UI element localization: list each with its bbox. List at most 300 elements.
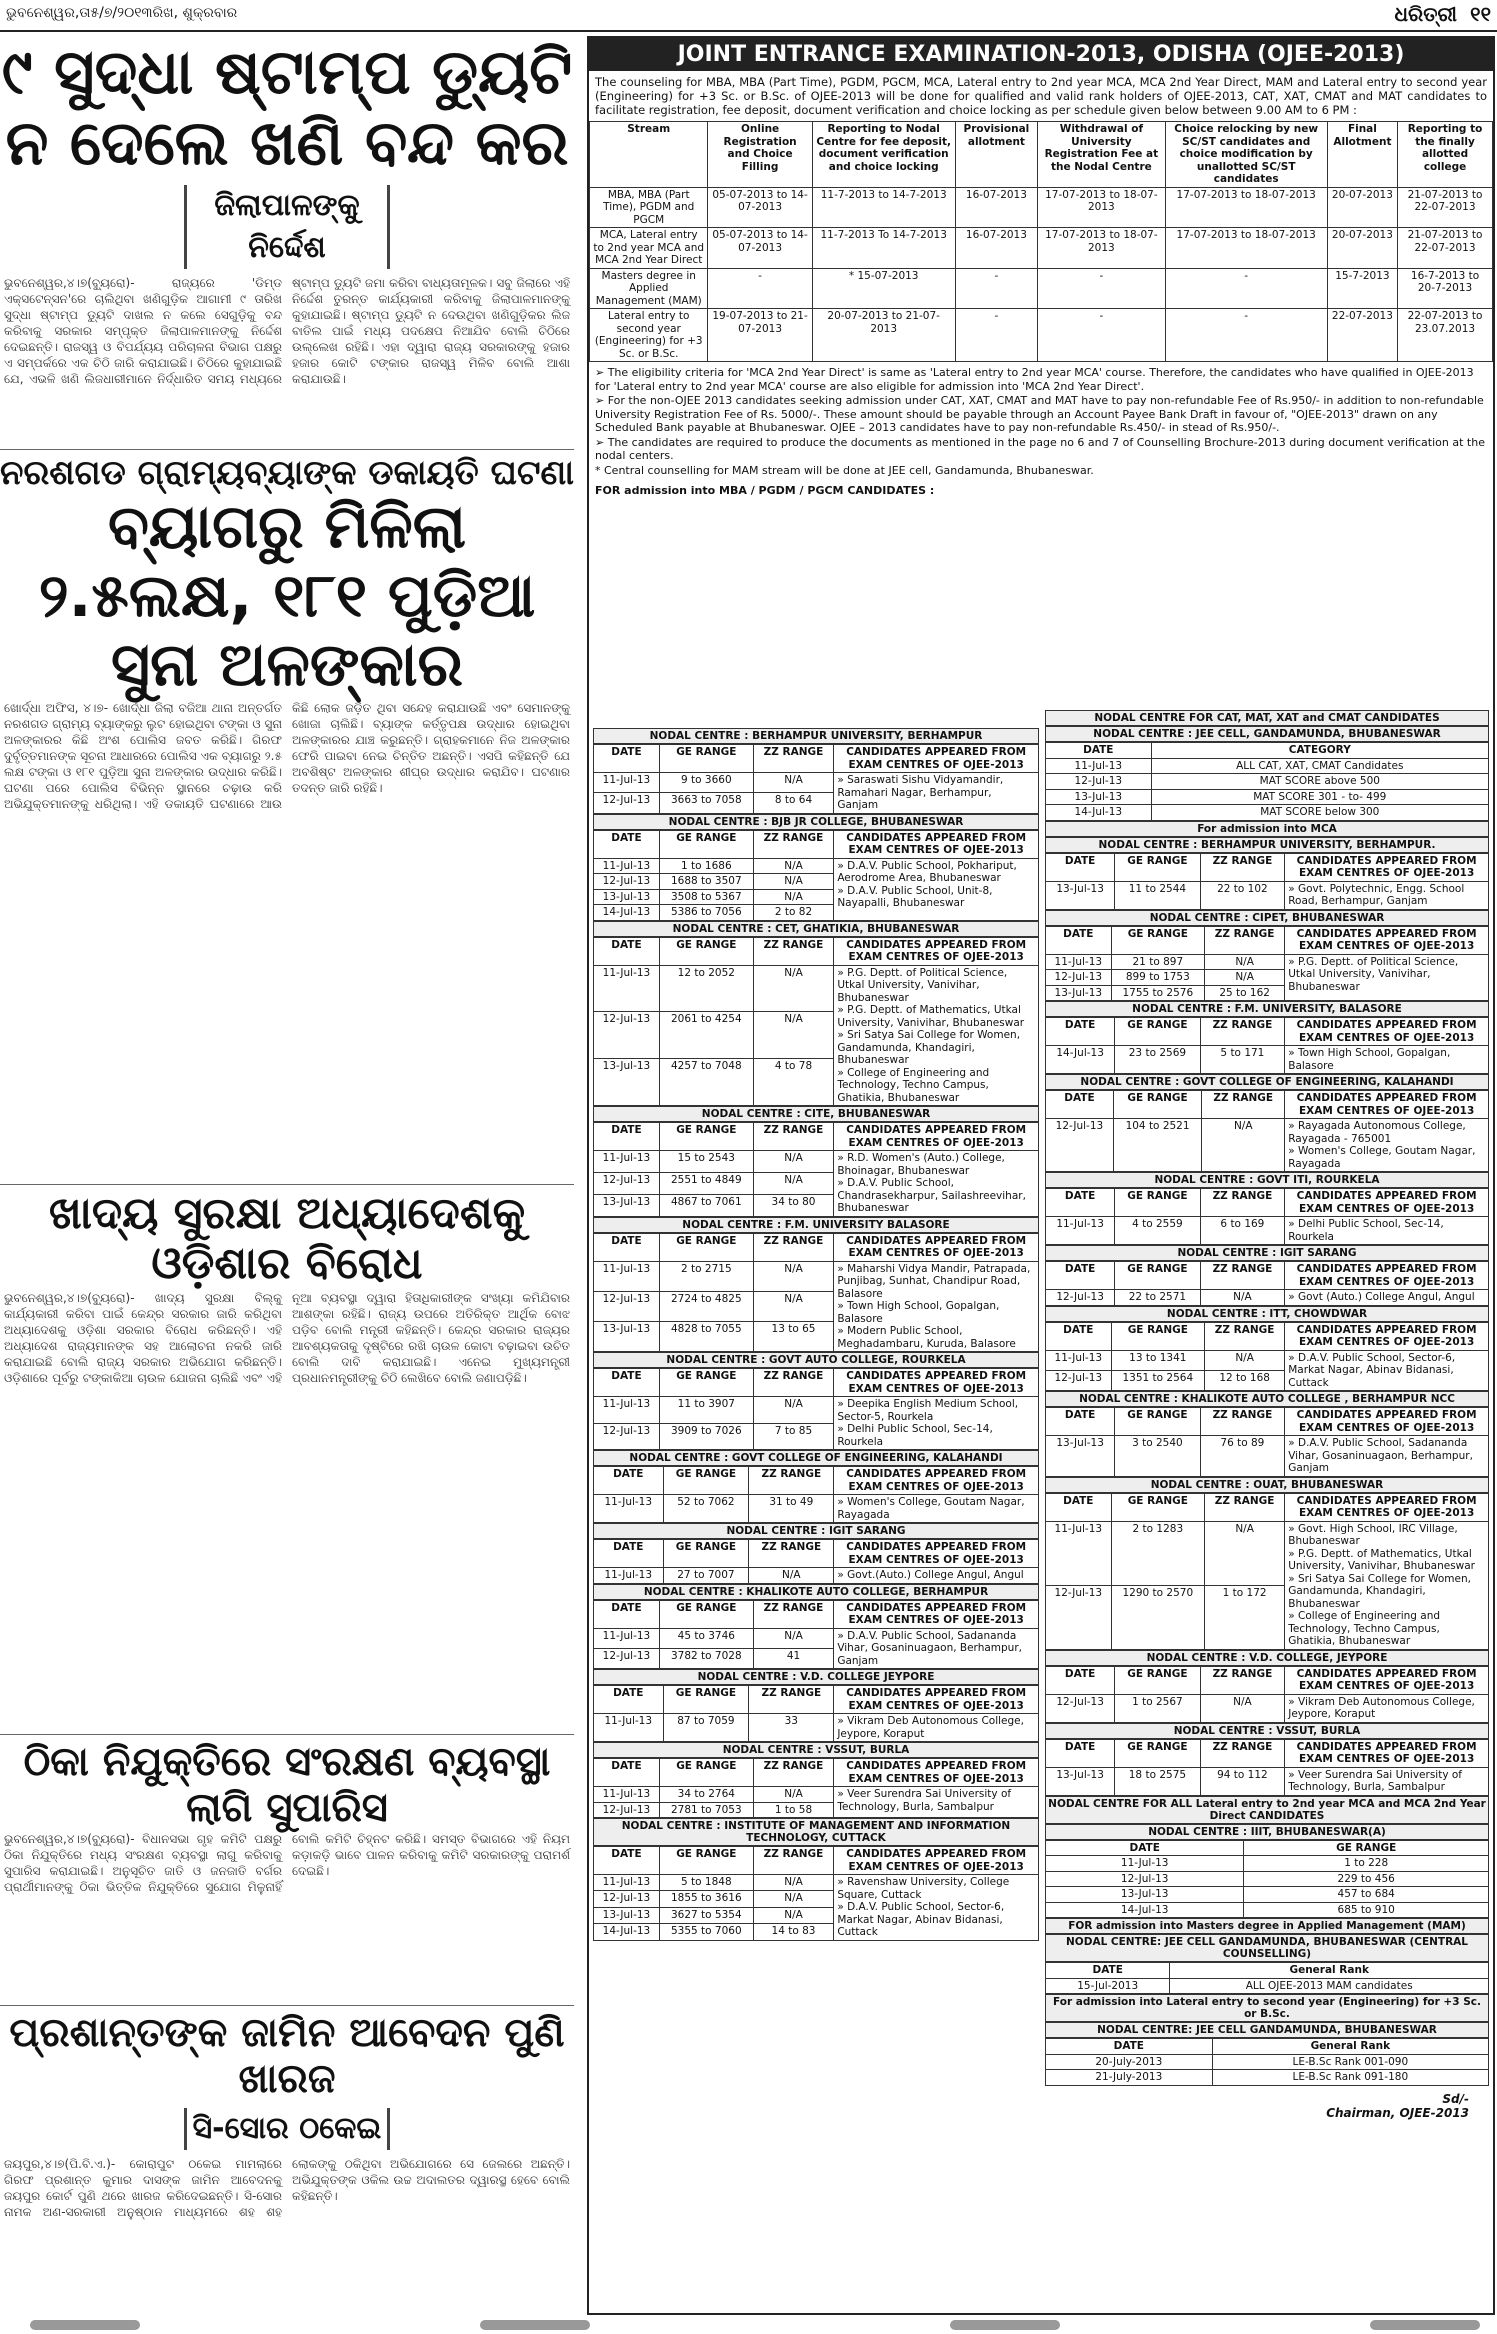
nodal-col-header: GE RANGE [659, 1600, 753, 1628]
nodal-cell: 4 to 2559 [1115, 1217, 1200, 1245]
candidate-exam-centre: » Women's College, Goutam Nagar, Rayagada [1288, 1145, 1476, 1170]
note-item: ➢ The eligibility criteria for 'MCA 2nd Year Direct' is same as 'Lateral entry to 2nd year MCA' course. Therefore, the candidates who have qualified in OJEE-2013 for 'Lateral entry to 2nd year MCA' course are also eligible for admission into 'MCA 2nd Year Direct'. [595, 366, 1474, 393]
schedule-cell: 20-07-2013 [1327, 228, 1397, 269]
nodal-col-header: GE RANGE [1115, 1739, 1200, 1767]
mca-nodal-centres [1045, 710, 1489, 2308]
candidates-cell [834, 1628, 1039, 1669]
nodal-centre-header-row [594, 937, 1039, 965]
nodal-cell: N/A [1205, 1521, 1285, 1585]
candidate-exam-centre: » Sri Satya Sai College for Women, Gandamunda, Khandagiri, Bhubaneswar [837, 1029, 1021, 1066]
nodal-col-header: DATE [594, 1600, 660, 1628]
nodal-centre-block [593, 1584, 1039, 1670]
divider [0, 1184, 574, 1185]
nodal-cell: 14-Jul-13 [1046, 1046, 1115, 1074]
newspaper-name: ଧରିତ୍ରୀ [1394, 2, 1457, 26]
nodal-centre-name: NODAL CENTRE : IGIT SARANG [593, 1523, 1039, 1539]
nodal-cell: 13-Jul-13 [1046, 985, 1112, 1001]
nodal-cell: N/A [753, 965, 834, 1012]
mam-block-centre: NODAL CENTRE: JEE CELL GANDAMUNDA, BHUBANESWAR (CENTRAL COUNSELLING) [1045, 1934, 1489, 1962]
nodal-cell: N/A [753, 1012, 834, 1059]
candidate-exam-centre: » Delhi Public School, Sec-14, Rourkela [837, 1423, 993, 1448]
nodal-centre-name: NODAL CENTRE : BERHAMPUR UNIVERSITY, BERHAMPUR. [1045, 837, 1489, 853]
nodal-centre-table [593, 1368, 1039, 1450]
nodal-col-header: CANDIDATES APPEARED FROM EXAM CENTRES OF OJEE-2013 [834, 1847, 1039, 1875]
candidate-exam-centre: » Vikram Deb Autonomous College, Jeypore, Koraput [1288, 1695, 1475, 1720]
schedule-row [590, 268, 1493, 309]
nodal-col-header: DATE [1046, 1408, 1115, 1436]
nodal-centre-name: NODAL CENTRE : V.D. COLLEGE, JEYPORE [1045, 1650, 1489, 1666]
nodal-col-header: ZZ RANGE [1205, 1493, 1285, 1521]
mam-block-table [1045, 1962, 1489, 1994]
cat-block-cell: MAT SCORE 301 - to- 499 [1151, 789, 1488, 805]
nodal-centre-row [594, 1628, 1039, 1648]
nodal-centre-header-row [1046, 1666, 1489, 1694]
nodal-cell: 2551 to 4849 [659, 1172, 753, 1194]
nodal-cell: 13-Jul-13 [594, 1907, 660, 1923]
nodal-centre-header-row [1046, 1189, 1489, 1217]
schedule-cell: 16-7-2013 to 20-7-2013 [1398, 268, 1493, 309]
lateral-eng-block-table [1045, 2038, 1489, 2086]
nodal-cell: 104 to 2521 [1113, 1119, 1201, 1172]
candidate-exam-centre: » D.A.V. Public School, Sector-6, Markat Nagar, Abinav Bidanasi, Cuttack [1288, 1351, 1456, 1389]
nodal-col-header: DATE [594, 937, 660, 965]
nodal-col-header: DATE [594, 745, 660, 773]
nodal-centre-table [593, 937, 1039, 1107]
cat-block-centre: NODAL CENTRE : JEE CELL, GANDAMUNDA, BHUBANESWAR [1045, 726, 1489, 742]
story2-kicker: ନରଶଗଡ ଗ୍ରାମ୍ୟବ୍ୟାଙ୍କ ଡକାୟତି ଘଟଣା [0, 452, 574, 493]
candidate-exam-centre: » P.G. Deptt. of Political Science, Utkal University, Vanivihar, Bhubaneswar [1288, 955, 1459, 993]
nodal-centre-header-row [1046, 1739, 1489, 1767]
nodal-col-header: CANDIDATES APPEARED FROM EXAM CENTRES OF OJEE-2013 [1285, 853, 1489, 881]
nodal-cell: N/A [753, 1172, 834, 1194]
nodal-cell: 7 to 85 [753, 1423, 834, 1450]
nodal-col-header: DATE [594, 1686, 664, 1714]
nodal-cell: N/A [1205, 954, 1285, 970]
nodal-col-header: DATE [594, 1123, 660, 1151]
candidates-cell [834, 1875, 1039, 1941]
nodal-col-header: ZZ RANGE [753, 937, 834, 965]
nodal-col-header: GE RANGE [659, 1123, 753, 1151]
nodal-centre-row [1046, 1694, 1489, 1722]
schedule-cell: Masters degree in Applied Management (MAM) [590, 268, 708, 309]
nodal-col-header: DATE [1046, 1322, 1112, 1350]
nodal-centre-block [1045, 1074, 1489, 1172]
nodal-cell: N/A [753, 1787, 834, 1803]
nodal-col-header: GE RANGE [1111, 926, 1204, 954]
candidates-cell [834, 1787, 1039, 1818]
lateral-mca-block-cell: 11-Jul-13 [1046, 1856, 1244, 1872]
nodal-cell: 12 to 2052 [659, 965, 753, 1012]
schedule-cell: 17-07-2013 to 18-07-2013 [1165, 187, 1327, 228]
nodal-cell: 12-Jul-13 [1046, 1694, 1115, 1722]
nodal-col-header: DATE [1046, 1666, 1115, 1694]
nodal-col-header: CANDIDATES APPEARED FROM EXAM CENTRES OF OJEE-2013 [834, 1686, 1039, 1714]
schedule-cell: 22-07-2013 to 23.07.2013 [1398, 309, 1493, 362]
schedule-cell: - [708, 268, 812, 309]
nodal-cell: 12-Jul-13 [1046, 1370, 1112, 1390]
candidates-cell [1285, 1046, 1489, 1074]
lateral-mca-block-row [1046, 1887, 1489, 1903]
nodal-col-header: CANDIDATES APPEARED FROM EXAM CENTRES OF OJEE-2013 [834, 1600, 1039, 1628]
nodal-cell: 11-Jul-13 [594, 1397, 660, 1424]
candidate-exam-centre: » Govt.(Auto.) College Angul, Angul [837, 1569, 1024, 1581]
nodal-col-header: ZZ RANGE [753, 830, 834, 858]
lateral-eng-block-cell: 20-July-2013 [1046, 2054, 1213, 2070]
nodal-centre-table [1045, 926, 1489, 1002]
nodal-centre-block [593, 1523, 1039, 1584]
nodal-cell: 31 to 49 [749, 1495, 834, 1523]
nodal-cell: 11-Jul-13 [1046, 1521, 1112, 1585]
nodal-col-header: ZZ RANGE [749, 1686, 834, 1714]
nodal-centre-name: NODAL CENTRE : CITE, BHUBANESWAR [593, 1106, 1039, 1122]
nodal-col-header: ZZ RANGE [1205, 926, 1285, 954]
nodal-cell: N/A [753, 1261, 834, 1291]
candidate-exam-centre: » P.G. Deptt. of Mathematics, Utkal University, Vanivihar, Bhubaneswar [837, 1004, 1025, 1029]
nodal-cell: 11-Jul-13 [594, 1875, 660, 1891]
nodal-cell: 4867 to 7061 [659, 1194, 753, 1216]
nodal-col-header: GE RANGE [663, 1686, 749, 1714]
cat-block-row [1046, 774, 1489, 790]
nodal-centre-block [1045, 910, 1489, 1002]
nodal-centre-name: NODAL CENTRE : OUAT, BHUBANESWAR [1045, 1477, 1489, 1493]
schedule-cell: - [1165, 309, 1327, 362]
nodal-cell: 8 to 64 [753, 793, 834, 813]
nodal-col-header: ZZ RANGE [1202, 1091, 1285, 1119]
nodal-col-header: GE RANGE [659, 1847, 753, 1875]
nodal-cell: 13-Jul-13 [1046, 881, 1115, 909]
nodal-centre-table [593, 1846, 1039, 1941]
nodal-centre-row [1046, 1767, 1489, 1795]
mam-block-cell: 15-Jul-2013 [1046, 1978, 1170, 1994]
candidates-cell [1285, 1767, 1489, 1795]
candidates-cell [834, 1714, 1039, 1742]
nodal-cell: 12-Jul-13 [594, 1802, 660, 1818]
nodal-centre-row [594, 1568, 1039, 1584]
nodal-col-header: ZZ RANGE [753, 745, 834, 773]
candidates-cell [1285, 1119, 1489, 1172]
nodal-col-header: DATE [594, 830, 660, 858]
nodal-cell: 1 to 1686 [659, 858, 753, 874]
nodal-centre-block [1045, 1245, 1489, 1306]
nodal-centre-table [1045, 1407, 1489, 1477]
story5-pull-quote: ସି-ସୋର ଠକେଇ [184, 2108, 390, 2150]
nodal-centre-block [1045, 837, 1489, 910]
nodal-centre-row [1046, 1217, 1489, 1245]
nodal-cell: 23 to 2569 [1115, 1046, 1200, 1074]
candidate-exam-centre: » Govt (Auto.) College Angul, Angul [1288, 1291, 1475, 1303]
candidate-exam-centre: » D.A.V. Public School, Unit-8, Nayapalli, Bhubaneswar [837, 884, 993, 909]
story1-headline: ୯ ସୁଦ୍ଧା ଷ୍ଟାମ୍ପ ଡ୍ୟୁଟି ନ ଦେଲେ ଖଣି ବନ୍ଦ କର [1, 36, 573, 180]
nodal-centre-block [1045, 1172, 1489, 1245]
nodal-col-header: DATE [594, 1467, 664, 1495]
schedule-cell: 22-07-2013 [1327, 309, 1397, 362]
nodal-centre-block [593, 1106, 1039, 1217]
cat-block-header-row [1046, 743, 1489, 759]
nodal-col-header: CANDIDATES APPEARED FROM EXAM CENTRES OF OJEE-2013 [1285, 926, 1489, 954]
nodal-centre-block [593, 1742, 1039, 1818]
nodal-centre-table [593, 1539, 1039, 1584]
mca-heading: For admission into MCA [1045, 821, 1489, 837]
nodal-centre-block [593, 1217, 1039, 1353]
lateral-mca-block [1045, 1796, 1489, 1919]
story4-headline: ଠିକା ନିଯୁକ୍ତିରେ ସଂରକ୍ଷଣ ବ୍ୟବସ୍ଥା ଲାଗି ସୁପାରିସ [23, 1738, 551, 1831]
candidate-exam-centre: » P.G. Deptt. of Political Science, Utkal University, Vanivihar, Bhubaneswar [837, 966, 1008, 1004]
nodal-col-header: ZZ RANGE [1200, 1189, 1285, 1217]
nodal-centre-table [1045, 1666, 1489, 1723]
nodal-cell: 33 [749, 1714, 834, 1742]
lateral-mca-block-header-row [1046, 1840, 1489, 1856]
lateral-mca-block-header: GE RANGE [1244, 1840, 1489, 1856]
nodal-col-header: ZZ RANGE [753, 1233, 834, 1261]
nodal-col-header: CANDIDATES APPEARED FROM EXAM CENTRES OF OJEE-2013 [834, 1540, 1039, 1568]
nodal-col-header: GE RANGE [1115, 1262, 1200, 1290]
mam-block-header: DATE [1046, 1963, 1170, 1979]
footer-mark [1370, 2320, 1480, 2330]
nodal-centre-row [594, 1495, 1039, 1523]
story5-body: ଜୟପୁର,୪।୭(ପି.ବି.ଏ.)- କୋରାପୁଟ ଠକେଇ ମାମଲାରେ ଗିରଫ ପ୍ରଶାନ୍ତ କୁମାର ଦାସଙ୍କ ଜାମିନ ଆବେଦନକୁ ଜୟପୁର କୋର୍ଟ ପୁଣି ଥରେ ଖାରଜ କରିଦେଇଛନ୍ତି। ସି-ସୋର ନାମକ ଅଣ-ସରକାରୀ ଅନୁଷ୍ଠାନ ମାଧ୍ୟମରେ ଶହ ଶହ ଲୋକଙ୍କୁ ଠକିଥିବା ଅଭିଯୋଗରେ ସେ ଜେଲରେ ଅଛନ୍ତି। ଅଭିଯୁକ୍ତଙ୍କ ଓକିଲ ଉଚ୍ଚ ଅଦାଲତର ଦ୍ୱାରସ୍ଥ ହେବେ ବୋଲି କହିଛନ୍ତି। [4, 2156, 570, 2219]
cat-block-table [1045, 742, 1489, 821]
page-footer [0, 2318, 1497, 2334]
schedule-cell: MBA, MBA (Part Time), PGDM and PGCM [590, 187, 708, 228]
candidate-exam-centre: » Rayagada Autonomous College, Rayagada - 765001 [1288, 1120, 1466, 1145]
nodal-col-header: CANDIDATES APPEARED FROM EXAM CENTRES OF OJEE-2013 [1285, 1091, 1489, 1119]
nodal-col-header: ZZ RANGE [753, 1847, 834, 1875]
nodal-centre-table [593, 1233, 1039, 1353]
nodal-centre-header-row [594, 1233, 1039, 1261]
nodal-cell: 25 to 162 [1205, 985, 1285, 1001]
nodal-cell: 11 to 3907 [659, 1397, 753, 1424]
schedule-header: Withdrawal of University Registration Fee at the Nodal Centre [1038, 122, 1165, 188]
lateral-mca-block-row [1046, 1856, 1489, 1872]
nodal-cell: 12-Jul-13 [1046, 1119, 1114, 1172]
nodal-centre-name: NODAL CENTRE : CIPET, BHUBANESWAR [1045, 910, 1489, 926]
story3-headline: ଖାଦ୍ୟ ସୁରକ୍ଷା ଅଧ୍ୟାଦେଶକୁ ଓଡ଼ିଶାର ବିରୋଧ [48, 1187, 526, 1290]
nodal-col-header: CANDIDATES APPEARED FROM EXAM CENTRES OF OJEE-2013 [834, 1467, 1039, 1495]
nodal-centre-table [1045, 1261, 1489, 1306]
nodal-centre-name: NODAL CENTRE : BERHAMPUR UNIVERSITY, BERHAMPUR [593, 728, 1039, 744]
lateral-eng-block [1045, 1994, 1489, 2086]
schedule-header: Provisional allotment [955, 122, 1037, 188]
nodal-cell: 13-Jul-13 [1046, 1767, 1115, 1795]
schedule-cell: - [1038, 309, 1165, 362]
nodal-centre-name: NODAL CENTRE : F.M. UNIVERSITY BALASORE [593, 1217, 1039, 1233]
footer-mark [30, 2320, 140, 2330]
lateral-mca-block-centre: NODAL CENTRE : IIIT, BHUBANESWAR(A) [1045, 1824, 1489, 1840]
nodal-cell: 5355 to 7060 [659, 1924, 753, 1940]
nodal-col-header: DATE [1046, 1739, 1115, 1767]
left-news-column [0, 36, 574, 2316]
nodal-centre-header-row [1046, 1262, 1489, 1290]
nodal-centre-row [1046, 1046, 1489, 1074]
candidate-exam-centre: » D.A.V. Public School, Sadananda Vihar, Gosaninuagaon, Berhampur, Ganjam [1288, 1437, 1473, 1474]
nodal-cell: N/A [753, 1628, 834, 1648]
nodal-centre-header-row [594, 1123, 1039, 1151]
candidate-exam-centre: » Saraswati Sishu Vidyamandir, Ramahari Nagar, Berhampur, Ganjam [837, 774, 1004, 811]
candidate-exam-centre: » P.G. Deptt. of Mathematics, Utkal University, Vanivihar, Bhubaneswar [1288, 1547, 1475, 1572]
candidate-exam-centre: » College of Engineering and Technology, Techno Campus, Ghatikia, Bhubaneswar [1288, 1610, 1441, 1647]
schedule-cell: - [955, 268, 1037, 309]
candidate-exam-centre: » Town High School, Gopalgan, Balasore [837, 1300, 1000, 1325]
nodal-centre-table [1045, 1322, 1489, 1392]
nodal-centre-row [1046, 954, 1489, 970]
nodal-cell: 11-Jul-13 [594, 1495, 664, 1523]
lateral-mca-block-cell: 1 to 228 [1244, 1856, 1489, 1872]
mam-block-row [1046, 1978, 1489, 1994]
nodal-col-header: CANDIDATES APPEARED FROM EXAM CENTRES OF OJEE-2013 [1285, 1018, 1489, 1046]
schedule-row [590, 309, 1493, 362]
nodal-centre-header-row [1046, 926, 1489, 954]
lateral-mca-block-cell: 685 to 910 [1244, 1902, 1489, 1918]
candidate-exam-centre: » D.A.V. Public School, Sadananda Vihar, Gosaninuagaon, Berhampur, Ganjam [837, 1629, 1022, 1667]
story3-body: ଭୁବନେଶ୍ୱର,୪।୭(ବ୍ୟୁରୋ)- ଖାଦ୍ୟ ସୁରକ୍ଷା ବିଲ୍କୁ କାର୍ଯ୍ୟକାରୀ କରିବା ପାଇଁ କେନ୍ଦ୍ର ସରକାର ଜାରି କରିଥିବା ଅଧ୍ୟାଦେଶକୁ ଓଡ଼ିଶା ସରକାର ବିରୋଧ କରିଛନ୍ତି। ଏହି ଅଧ୍ୟାଦେଶ ରାଜ୍ୟମାନଙ୍କ ସହ ଆଲୋଚନା ନକରି ଜାରି କରାଯାଇଛି ବୋଲି ରାଜ୍ୟ ସରକାର ଅଭିଯୋଗ କରିଛନ୍ତି। ଓଡ଼ିଶାରେ ପୂର୍ବରୁ ଟଙ୍କାକିଆ ଚାଉଳ ଯୋଜନା ଚାଲିଛି ଏବଂ ଏହି ନୂଆ ବ୍ୟବସ୍ଥା ଦ୍ୱାରା ହିତାଧିକାରୀଙ୍କ ସଂଖ୍ୟା କମିଯିବାର ଆଶଙ୍କା ରହିଛି। ରାଜ୍ୟ ଉପରେ ଅତିରିକ୍ତ ଆର୍ଥିକ ବୋଝ ପଡ଼ିବ ବୋଲି ମନ୍ତ୍ରୀ କହିଛନ୍ତି। କେନ୍ଦ୍ର ସରକାର ରାଜ୍ୟର ଆବଶ୍ୟକତାକୁ ଦୃଷ୍ଟିରେ ରଖି ଚାଉଳ କୋଟା ବଢ଼ାଇବା ଉଚିତ ବୋଲି ଦାବି କରାଯାଇଛି। ଏନେଇ ମୁଖ୍ୟମନ୍ତ୍ରୀ ପ୍ରଧାନମନ୍ତ୍ରୀଙ୍କୁ ଚିଠି ଲେଖିବେ ବୋଲି ଜଣାପଡ଼ିଛି। [4, 1290, 570, 1385]
candidates-cell [1285, 1436, 1489, 1477]
schedule-header: Reporting to the finally allotted college [1398, 122, 1493, 188]
nodal-cell: 27 to 7007 [663, 1568, 749, 1584]
candidate-exam-centre: » Govt. High School, IRC Village, Bhubaneswar [1288, 1522, 1458, 1547]
schedule-header: Stream [590, 122, 708, 188]
candidates-cell [1285, 881, 1489, 909]
schedule-cell: 05-07-2013 to 14-07-2013 [708, 187, 812, 228]
nodal-cell: 12-Jul-13 [1046, 1585, 1112, 1649]
nodal-cell: 13-Jul-13 [594, 889, 660, 905]
notes-list [589, 362, 1493, 482]
nodal-cell: 45 to 3746 [659, 1628, 753, 1648]
nodal-centre-table [593, 1600, 1039, 1670]
schedule-cell: 05-07-2013 to 14-07-2013 [708, 228, 812, 269]
nodal-cell: 87 to 7059 [663, 1714, 749, 1742]
nodal-centre-name: NODAL CENTRE : CET, GHATIKIA, BHUBANESWAR [593, 921, 1039, 937]
schedule-cell: 16-07-2013 [955, 187, 1037, 228]
nodal-cell: N/A [753, 1875, 834, 1891]
nodal-centre-header-row [594, 1847, 1039, 1875]
candidate-exam-centre: » D.A.V. Public School, Sector-6, Markat Nagar, Abinav Bidanasi, Cuttack [837, 1901, 1005, 1938]
nodal-centre-table [593, 1466, 1039, 1523]
nodal-col-header: DATE [594, 1759, 660, 1787]
nodal-centre-table [593, 1122, 1039, 1217]
nodal-centre-row [594, 1397, 1039, 1424]
nodal-centre-header-row [594, 1369, 1039, 1397]
nodal-cell: 6 to 169 [1200, 1217, 1285, 1245]
schedule-cell: * 15-07-2013 [812, 268, 955, 309]
nodal-col-header: CANDIDATES APPEARED FROM EXAM CENTRES OF OJEE-2013 [1285, 1493, 1489, 1521]
candidate-exam-centre: » Women's College, Goutam Nagar, Rayagada [837, 1496, 1025, 1521]
nodal-col-header: GE RANGE [1115, 1666, 1200, 1694]
mam-block-cell: ALL OJEE-2013 MAM candidates [1170, 1978, 1489, 1994]
candidates-cell [1285, 1290, 1489, 1306]
nodal-col-header: GE RANGE [1113, 1091, 1201, 1119]
nodal-cell: 2781 to 7053 [659, 1802, 753, 1818]
schedule-cell: 17-07-2013 to 18-07-2013 [1038, 228, 1165, 269]
nodal-cell: 11-Jul-13 [594, 773, 660, 793]
nodal-cell: 14-Jul-13 [594, 1924, 660, 1940]
candidates-cell [834, 773, 1039, 814]
nodal-centre-name: NODAL CENTRE : VSSUT, BURLA [1045, 1723, 1489, 1739]
schedule-header: Online Registration and Choice Filling [708, 122, 812, 188]
nodal-cell: 2 to 1283 [1111, 1521, 1204, 1585]
mba-heading: FOR admission into MBA / PGDM / PGCM CANDIDATES : [595, 484, 935, 497]
nodal-centre-table [1045, 1188, 1489, 1245]
nodal-col-header: DATE [1046, 1493, 1112, 1521]
nodal-cell: N/A [753, 874, 834, 890]
cat-block-row [1046, 758, 1489, 774]
lateral-mca-block-title: NODAL CENTRE FOR ALL Lateral entry to 2nd year MCA and MCA 2nd Year Direct CANDIDATES [1045, 1796, 1489, 1824]
candidates-cell [834, 858, 1039, 920]
candidate-exam-centre: » Vikram Deb Autonomous College, Jeypore, Koraput [837, 1715, 1024, 1740]
schedule-cell: Lateral entry to second year (Engineering) for +3 Sc. or B.Sc. [590, 309, 708, 362]
divider [0, 2005, 574, 2006]
note-item: * Central counselling for MAM stream will be done at JEE cell, Gandamunda, Bhubaneswar. [595, 463, 1094, 477]
nodal-centre-row [1046, 1119, 1489, 1172]
nodal-cell: 14 to 83 [753, 1924, 834, 1940]
page-header [0, 0, 1497, 32]
schedule-cell: 11-7-2013 To 14-7-2013 [812, 228, 955, 269]
nodal-cell: 13-Jul-13 [1046, 1436, 1115, 1477]
nodal-cell: 12 to 168 [1205, 1370, 1285, 1390]
candidate-exam-centre: » Modern Public School, Meghadambaru, Kuruda, Balasore [837, 1325, 1016, 1350]
nodal-cell: N/A [1200, 1694, 1285, 1722]
nodal-cell: 12-Jul-13 [594, 1012, 660, 1059]
nodal-centre-row [594, 773, 1039, 793]
candidate-exam-centre: » Delhi Public School, Sec-14, Rourkela [1288, 1218, 1444, 1243]
candidate-exam-centre: » D.A.V. Public School, Pokhariput, Aerodrome Area, Bhubaneswar [837, 859, 1017, 884]
nodal-col-header: GE RANGE [1115, 1018, 1200, 1046]
nodal-col-header: CANDIDATES APPEARED FROM EXAM CENTRES OF OJEE-2013 [1285, 1666, 1489, 1694]
nodal-cell: 11 to 2544 [1115, 881, 1200, 909]
schedule-row [590, 187, 1493, 228]
mam-block-header: General Rank [1170, 1963, 1489, 1979]
nodal-col-header: GE RANGE [663, 1467, 749, 1495]
story2-headline: ବ୍ୟାଗରୁ ମିଳିଲା ୨.୫ଲକ୍ଷ, ୧୮୧ ପୁଡ଼ିଆ ସୁନା ଅଳଙ୍କାର [38, 491, 536, 700]
nodal-centre-block [1045, 1477, 1489, 1650]
nodal-col-header: CANDIDATES APPEARED FROM EXAM CENTRES OF OJEE-2013 [834, 1123, 1039, 1151]
nodal-centre-header-row [594, 1540, 1039, 1568]
schedule-row [590, 228, 1493, 269]
nodal-cell: 899 to 1753 [1111, 970, 1204, 986]
nodal-centre-row [1046, 1350, 1489, 1370]
cat-block-cell: 13-Jul-13 [1046, 789, 1152, 805]
candidate-exam-centre: » Sri Satya Sai College for Women, Gandamunda, Khandagiri, Bhubaneswar [1288, 1572, 1471, 1610]
nodal-cell: N/A [749, 1568, 834, 1584]
schedule-cell: - [1038, 268, 1165, 309]
nodal-cell: 12-Jul-13 [594, 1172, 660, 1194]
nodal-cell: 22 to 2571 [1115, 1290, 1200, 1306]
nodal-centre-block [593, 814, 1039, 921]
nodal-cell: 15 to 2543 [659, 1151, 753, 1173]
lateral-mca-block-row [1046, 1902, 1489, 1918]
nodal-cell: 1351 to 2564 [1111, 1370, 1204, 1390]
nodal-centre-block [593, 1818, 1039, 1941]
nodal-cell: 1 to 2567 [1115, 1694, 1200, 1722]
nodal-col-header: ZZ RANGE [753, 1600, 834, 1628]
lateral-eng-block-row [1046, 2054, 1489, 2070]
nodal-cell: 13 to 65 [753, 1321, 834, 1351]
nodal-col-header: DATE [1046, 1091, 1114, 1119]
nodal-col-header: ZZ RANGE [749, 1540, 834, 1568]
cat-block-cell: 11-Jul-13 [1046, 758, 1152, 774]
nodal-centre-header-row [594, 1600, 1039, 1628]
ad-intro: The counseling for MBA, MBA (Part Time), PGDM, PGCM, MCA, Lateral entry to 2nd year MCA, MCA 2nd Year Direct, MAM and Lateral entry to second year (Engineering) for +3 Sc. or B.Sc. of OJEE-2013 will be done for qualified and valid rank holders of OJEE-2013, CAT, XAT, CMAT and MAT candidates to facilitate registration, fee deposit, document verification and choice locking as per schedule given below between 9.00 AM to 6 PM : [595, 75, 1487, 117]
nodal-col-header: GE RANGE [1111, 1322, 1204, 1350]
nodal-col-header: DATE [594, 1847, 660, 1875]
nodal-cell: 1755 to 2576 [1111, 985, 1204, 1001]
nodal-centre-name: NODAL CENTRE : GOVT ITI, ROURKELA [1045, 1172, 1489, 1188]
nodal-cell: 12-Jul-13 [594, 1891, 660, 1907]
nodal-cell: 12-Jul-13 [594, 1291, 660, 1321]
nodal-col-header: ZZ RANGE [1200, 1018, 1285, 1046]
nodal-centre-table [1045, 1017, 1489, 1074]
cat-block-cell: ALL CAT, XAT, CMAT Candidates [1151, 758, 1488, 774]
nodal-cell: N/A [1205, 970, 1285, 986]
